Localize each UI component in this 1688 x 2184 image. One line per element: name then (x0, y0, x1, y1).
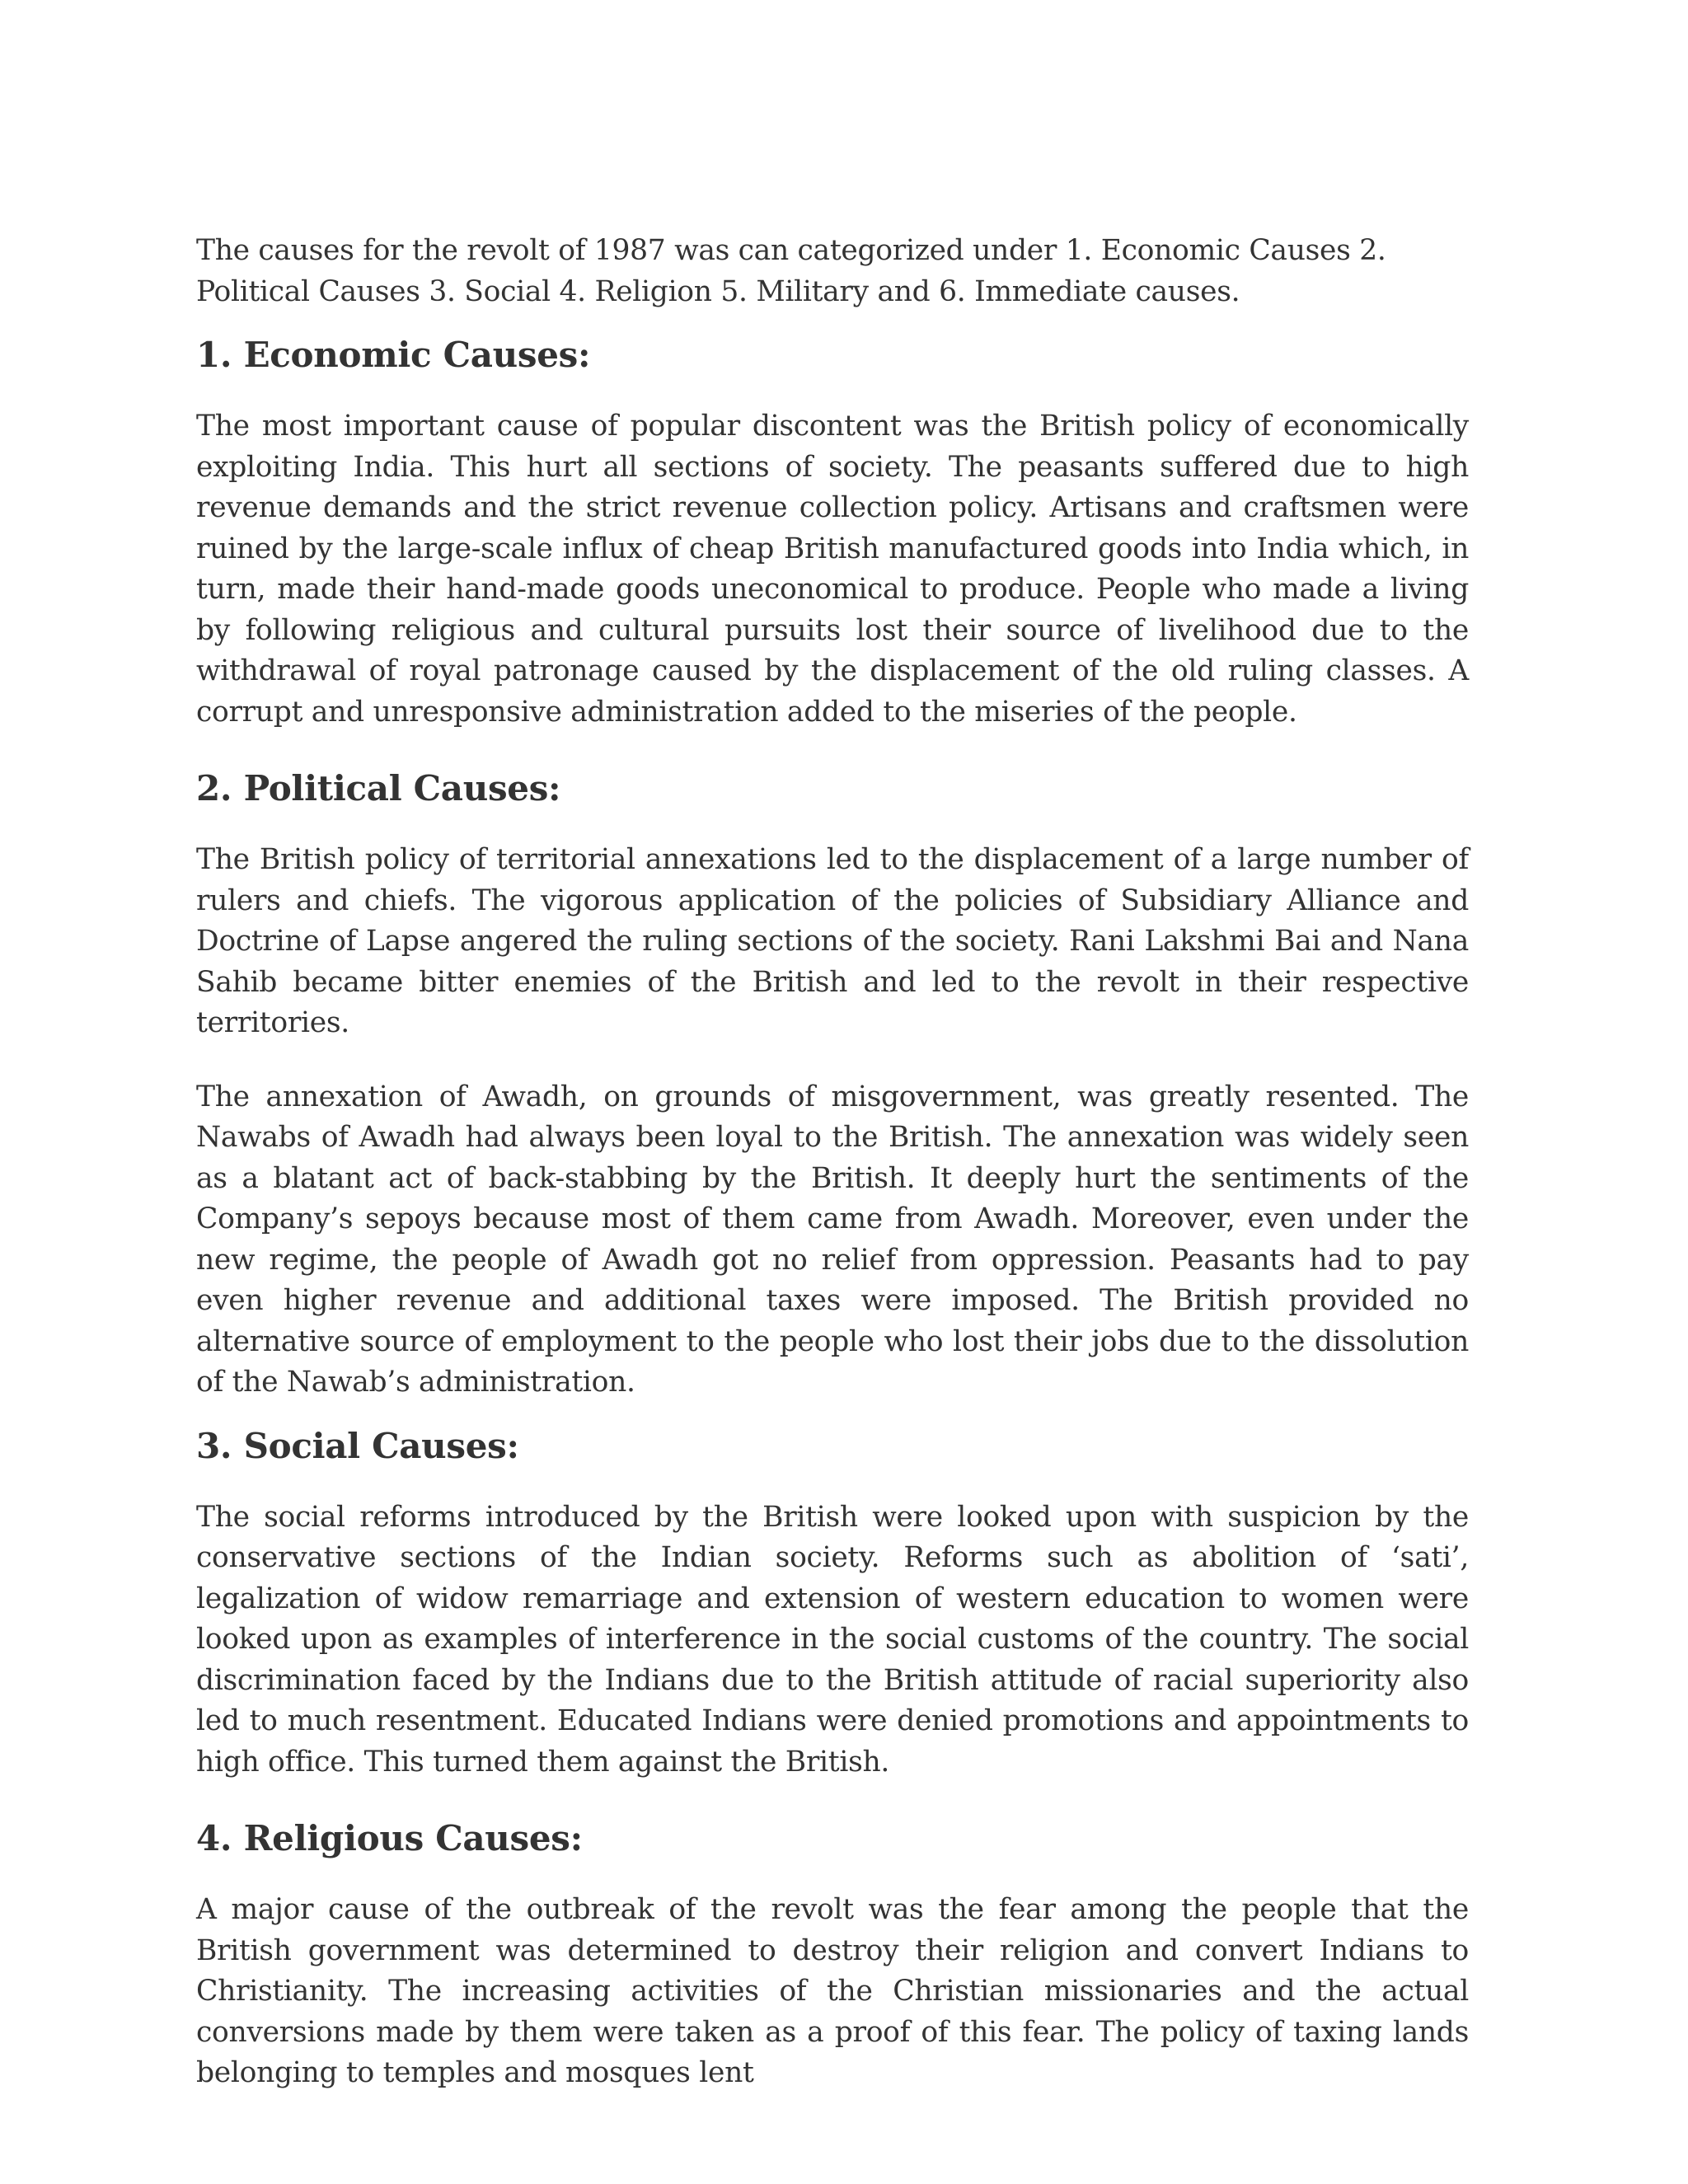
economic-causes-paragraph: The most important cause of popular discontent was the British policy of economically exploiting India. This hurt all sections of society. The peasants suffered due to high revenue demands and the strict revenue collection policy. Artisans and craftsmen were ruined by the large-scale influx of cheap British manufactured goods into India which, in turn, made their hand-made goods uneconomical to produce. People who made a living by following religious and cultural pursuits lost their source of livelihood due to the withdrawal of royal patronage caused by the displacement of the old ruling classes. A corrupt and unresponsive administration added to the miseries of the people. (196, 410, 1469, 729)
social-causes-paragraph: The social reforms introduced by the British were looked upon with suspicion by the conservative sections of the Indian society. Reforms such as abolition of ‘sati’, legalization of widow remarriage and extension of western education to women were looked upon as examples of interference in the social customs of the country. The social discrimination faced by the Indians due to the British attitude of racial superiority also led to much resentment. Educated Indians were denied promotions and appointments to high office. This turned them against the British. (196, 1500, 1469, 1779)
intro-paragraph: The causes for the revolt of 1987 was can categorized under 1. Economic Causes 2. Political Causes 3. Social 4. Religion 5. Military and 6. Immediate causes. (196, 234, 1386, 308)
heading-political-causes: 2. Political Causes: (196, 768, 561, 808)
heading-social-causes: 3. Social Causes: (196, 1425, 519, 1466)
religious-causes-paragraph: A major cause of the outbreak of the revolt was the fear among the people that the British government was determined to destroy their religion and convert Indians to Christianity. The increasing activities of the Christian missionaries and the actual conversions made by them were taken as a proof of this fear. The policy of taxing lands belonging to temples and mosques lent (196, 1893, 1469, 2089)
heading-economic-causes: 1. Economic Causes: (196, 335, 591, 375)
political-causes-paragraph-2: The annexation of Awadh, on grounds of misgovernment, was greatly resented. The Nawabs of Awadh had always been loyal to the British. The annexation was widely seen as a blatant act of back-stabbing by the British. It deeply hurt the sentiments of the Company’s sepoys because most of them came from Awadh. Moreover, even under the new regime, the people of Awadh got no relief from oppression. Peasants had to pay even higher revenue and additional taxes were imposed. The British provided no alternative source of employment to the people who lost their jobs due to the dissolution of the Nawab’s administration. (196, 1080, 1469, 1399)
political-causes-paragraph-1: The British policy of territorial annexations led to the displacement of a large number of rulers and chiefs. The vigorous application of the policies of Subsidiary Alliance and Doctrine of Lapse angered the ruling sections of the society. Rani Lakshmi Bai and Nana Sahib became bitter enemies of the British and led to the revolt in their respective territories. (196, 843, 1469, 1039)
heading-religious-causes: 4. Religious Causes: (196, 1818, 583, 1858)
document-page (196, 231, 1469, 2114)
